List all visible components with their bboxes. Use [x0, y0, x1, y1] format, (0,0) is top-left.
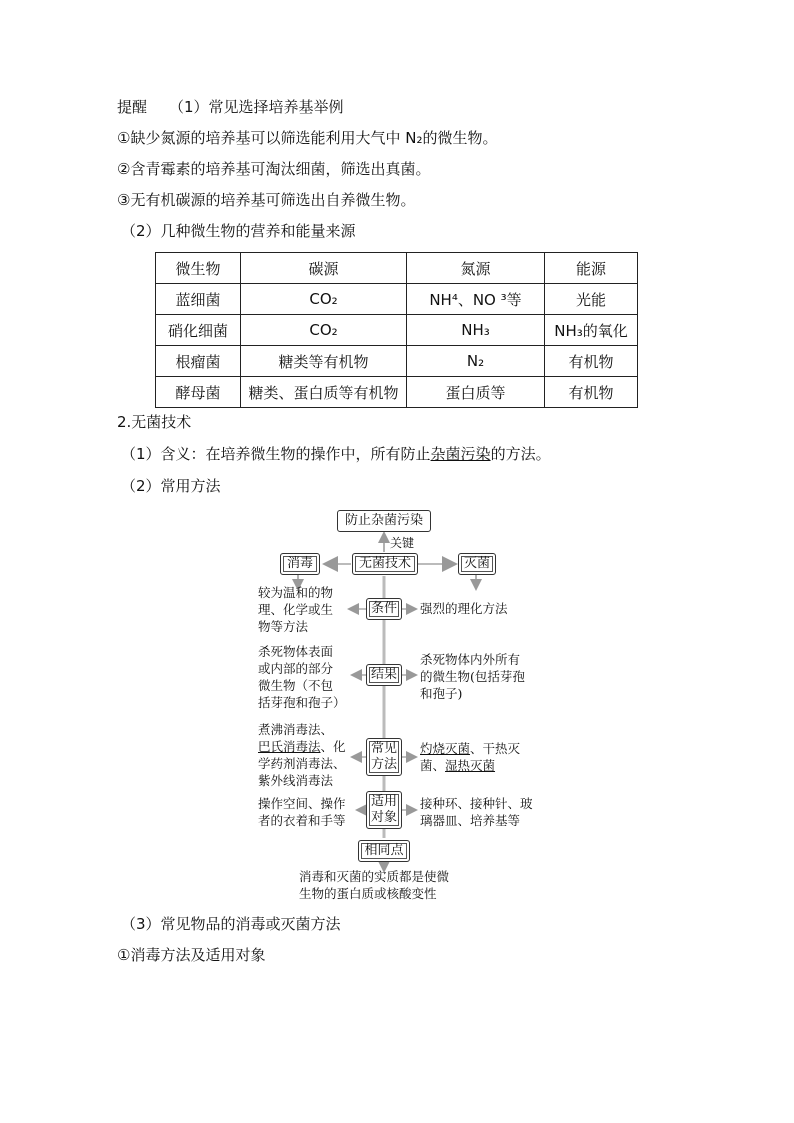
box-line: 适用 — [370, 794, 397, 809]
text-line: 杀死物体表面 — [258, 644, 334, 659]
definition-underlined: 杂菌污染 — [430, 445, 491, 463]
nutrition-heading: （2）几种微生物的营养和能量来源 — [121, 222, 356, 240]
cell: 糖类、蛋白质等有机物 — [241, 377, 407, 408]
cell: 糖类等有机物 — [241, 346, 407, 377]
cell: NH₃ — [407, 315, 545, 346]
text-line: 括芽孢和孢子） — [258, 695, 346, 710]
text-line: 紫外线消毒法 — [258, 773, 334, 788]
cell: 硝化细菌 — [156, 315, 241, 346]
col-nitrogen: 氮源 — [407, 253, 545, 284]
cell: CO₂ — [241, 315, 407, 346]
text-line: 理、化学或生 — [258, 602, 334, 617]
pasteurization-underlined: 巴氏消毒法 — [258, 739, 321, 754]
cell: NH⁴、NO ³等 — [407, 284, 545, 315]
objects-left-text — [258, 795, 346, 829]
cell: 有机物 — [545, 346, 638, 377]
condition-left-text — [258, 584, 333, 635]
condition-box: 条件 — [366, 598, 402, 620]
common-items-heading: （3）常见物品的消毒或灭菌方法 — [121, 915, 341, 933]
text-line: 学药剂消毒法、 — [258, 756, 346, 771]
common-methods-box — [366, 738, 402, 776]
cell: 光能 — [545, 284, 638, 315]
methods-right-text — [420, 740, 520, 774]
text-line: 或内部的部分 — [258, 661, 334, 676]
cell: 蓝细菌 — [156, 284, 241, 315]
aseptic-title: 2.无菌技术 — [117, 413, 192, 431]
tip-label: 提醒 — [117, 98, 148, 116]
cell: 蛋白质等 — [407, 377, 545, 408]
cell: 根瘤菌 — [156, 346, 241, 377]
sterilization-box: 灭菌 — [458, 553, 496, 575]
common-point-text — [299, 868, 449, 902]
definition-prefix: （1）含义：在培养微生物的操作中，所有防止 — [121, 445, 431, 463]
text-line: 灼烧灭菌、干热灭 — [420, 741, 521, 756]
result-left-text — [258, 643, 346, 711]
applicable-objects-box — [366, 791, 402, 829]
text-line: 巴氏消毒法、化 — [258, 739, 346, 754]
box-line: 对象 — [370, 810, 397, 825]
moist-heat-underlined: 湿热灭菌 — [445, 758, 496, 773]
box-line: 方法 — [370, 757, 397, 772]
text-line: 的微生物(包括芽孢 — [420, 669, 525, 684]
text-line: 菌、湿热灭菌 — [420, 758, 496, 773]
result-box: 结果 — [366, 664, 402, 686]
disinfection-box: 消毒 — [280, 553, 320, 575]
box-line: 常见 — [370, 741, 397, 756]
text-line: 较为温和的物 — [258, 585, 334, 600]
text-line: 接种环、接种针、玻 — [420, 796, 533, 811]
flame-sterilization-underlined: 灼烧灭菌 — [420, 741, 471, 756]
text-line: 煮沸消毒法、 — [258, 722, 334, 737]
tip-item-3: ③无有机碳源的培养基可筛选出自养微生物。 — [117, 191, 416, 209]
tip-heading: （1）常见选择培养基举例 — [169, 98, 344, 116]
condition-right-text: 强烈的理化方法 — [420, 601, 508, 616]
definition-suffix: 的方法。 — [490, 445, 551, 463]
prevent-contamination-box: 防止杂菌污染 — [337, 510, 431, 532]
aseptic-technique-box: 无菌技术 — [352, 553, 418, 575]
cell: NH₃的氧化 — [545, 315, 638, 346]
col-microbe: 微生物 — [156, 253, 241, 284]
methods-left-text — [258, 721, 346, 789]
key-label: 关键 — [390, 536, 415, 550]
text-line: 操作空间、操作 — [258, 796, 346, 811]
text-line: 物等方法 — [258, 619, 309, 634]
text-line: 者的衣着和手等 — [258, 813, 346, 828]
common-point-box: 相同点 — [358, 840, 410, 862]
tip-item-2: ②含青霉素的培养基可淘汰细菌，筛选出真菌。 — [117, 160, 431, 178]
text-line: 生物的蛋白质或核酸变性 — [299, 886, 437, 901]
col-carbon: 碳源 — [241, 253, 407, 284]
methods-heading: （2）常用方法 — [121, 477, 221, 495]
cell: 酵母菌 — [156, 377, 241, 408]
text-line: 璃器皿、培养基等 — [420, 813, 521, 828]
cell: CO₂ — [241, 284, 407, 315]
cell: N₂ — [407, 346, 545, 377]
tip-item-1: ①缺少氮源的培养基可以筛选能利用大气中 N₂的微生物。 — [117, 129, 498, 147]
col-energy: 能源 — [545, 253, 638, 284]
text-line: 和孢子) — [420, 686, 463, 701]
cell: 有机物 — [545, 377, 638, 408]
text-line: 微生物（不包 — [258, 678, 334, 693]
result-right-text — [420, 651, 525, 702]
text-line: 消毒和灭菌的实质都是使微 — [299, 869, 450, 884]
text-line: 杀死物体内外所有 — [420, 652, 521, 667]
objects-right-text — [420, 795, 533, 829]
disinfection-methods-heading: ①消毒方法及适用对象 — [117, 946, 266, 964]
